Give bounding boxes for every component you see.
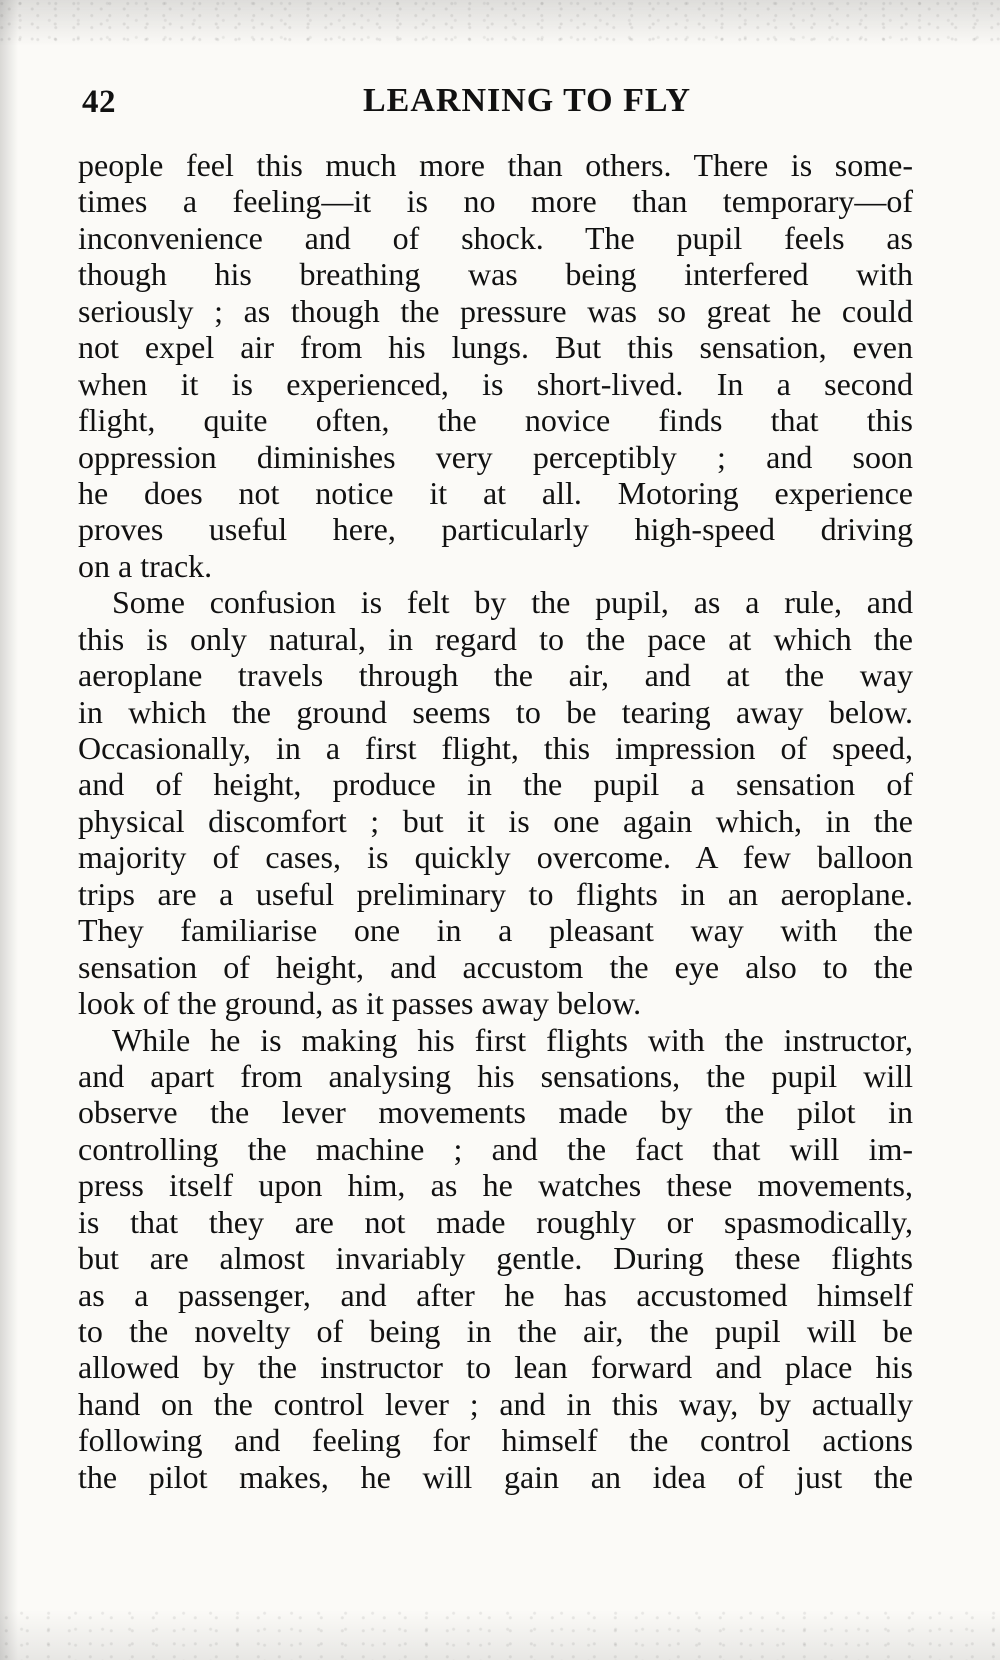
text-line: he does not notice it at all. Motoring experience <box>78 474 913 511</box>
page-header <box>82 82 912 122</box>
text-line: Some confusion is felt by the pupil, as a rule, and <box>112 584 913 621</box>
text-line: is that they are not made roughly or spasmodically, <box>78 1203 913 1240</box>
text-line: physical discomfort ; but it is one again which, in the <box>78 802 913 839</box>
running-head: LEARNING TO FLY <box>362 82 692 119</box>
text-line: following and feeling for himself the control actions <box>78 1422 913 1459</box>
text-line: sensation of height, and accustom the eye also to the <box>78 948 913 985</box>
text-line: but are almost invariably gentle. During these flights <box>78 1240 913 1277</box>
text-line: allowed by the instructor to lean forward and place his <box>78 1349 913 1386</box>
page-number: 42 <box>82 84 116 120</box>
text-line: While he is making his first flights with the instructor, <box>112 1021 913 1058</box>
text-line: the pilot makes, he will gain an idea of just the <box>78 1458 913 1495</box>
left-scan-shadow <box>0 0 18 1660</box>
paragraph-1 <box>78 147 913 584</box>
text-line: to the novelty of being in the air, the pupil will be <box>78 1313 913 1349</box>
text-line: seriously ; as though the pressure was so great he could <box>78 292 913 329</box>
text-line: people feel this much more than others. There is some- <box>78 147 913 183</box>
text-line: oppression diminishes very perceptibly ; and soon <box>78 438 913 475</box>
paragraph-2 <box>78 584 913 1021</box>
text-line: proves useful here, particularly high-speed driving <box>78 511 913 548</box>
body-text <box>78 147 913 1495</box>
text-line: when it is experienced, is short-lived. In a second <box>78 365 913 402</box>
bottom-scan-noise <box>0 1610 1000 1660</box>
paragraph-3 <box>78 1022 913 1496</box>
text-line: not expel air from his lungs. But this sensation, even <box>78 329 913 366</box>
text-line: in which the ground seems to be tearing away below. <box>78 693 913 730</box>
text-line: hand on the control lever ; and in this way, by actually <box>78 1385 913 1422</box>
text-line: aeroplane travels through the air, and at the way <box>78 657 913 694</box>
text-line: observe the lever movements made by the pilot in <box>78 1094 913 1131</box>
text-line: flight, quite often, the novice finds that this <box>78 402 913 439</box>
text-line: times a feeling—it is no more than temporary—of <box>78 183 913 220</box>
text-line: inconvenience and of shock. The pupil feels as <box>78 219 913 256</box>
text-line: majority of cases, is quickly overcome. A few balloon <box>78 839 913 876</box>
text-line: and of height, produce in the pupil a sensation of <box>78 766 913 803</box>
text-line: this is only natural, in regard to the pace at which the <box>78 620 913 657</box>
text-line: trips are a useful preliminary to flights in an aeroplane. <box>78 875 913 912</box>
text-line: look of the ground, as it passes away below. <box>78 985 642 1022</box>
text-line: They familiarise one in a pleasant way with the <box>78 912 913 949</box>
text-line: as a passenger, and after he has accustomed himself <box>78 1276 913 1313</box>
text-line: press itself upon him, as he watches these movements, <box>78 1167 913 1204</box>
top-scan-noise <box>0 0 1000 46</box>
text-line: Occasionally, in a first flight, this impression of speed, <box>78 730 913 766</box>
text-line: and apart from analysing his sensations, the pupil will <box>78 1057 913 1094</box>
text-line: on a track. <box>78 547 213 584</box>
text-line: though his breathing was being interfered with <box>78 256 913 293</box>
text-line: controlling the machine ; and the fact that will im- <box>78 1130 913 1167</box>
